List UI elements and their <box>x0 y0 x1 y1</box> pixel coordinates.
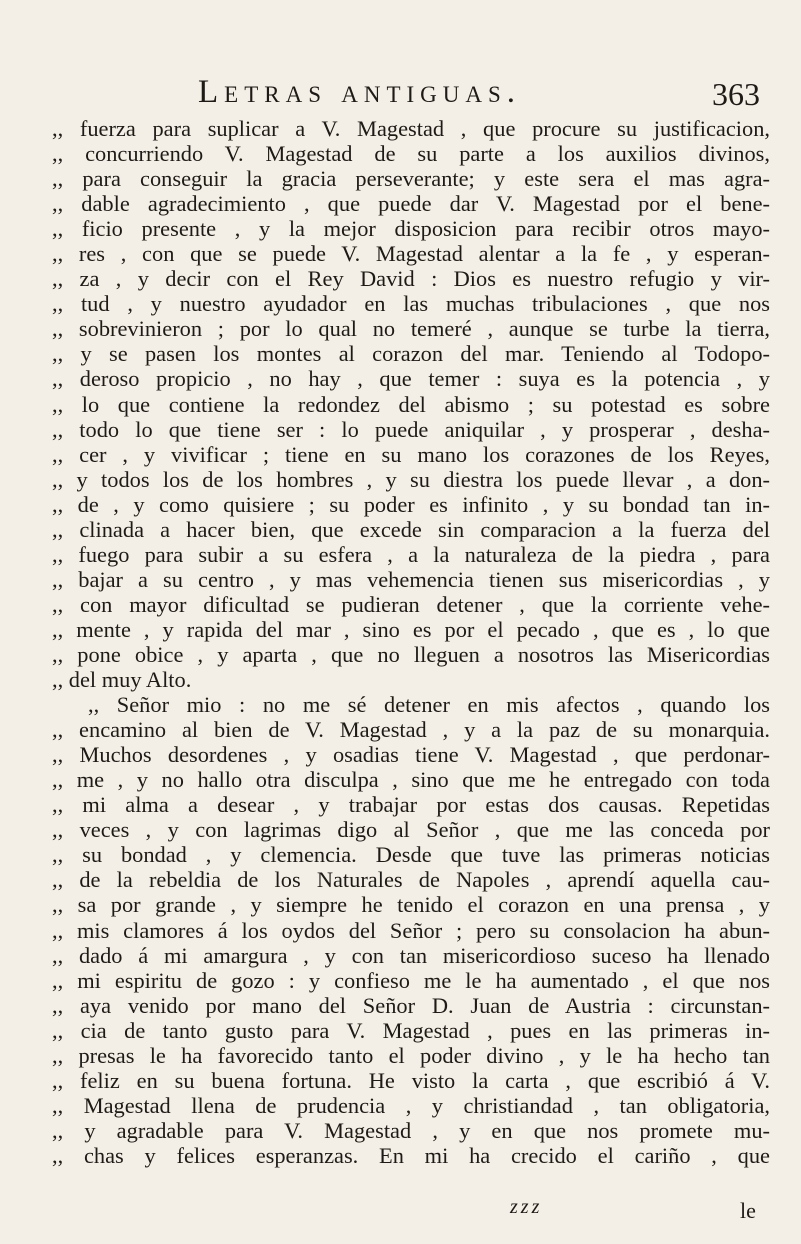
text-line: ,, veces , y con lagrimas digo al Señor , que me las conceda por <box>52 817 770 843</box>
text-line: ,, bajar a su centro , y mas vehemencia tienen sus misericordias , y <box>52 566 770 592</box>
text-line: ,, ficio presente , y la mejor disposicion para recibir otros mayo- <box>52 216 770 242</box>
text-line: ,, mi alma a desear , y trabajar por estas dos causas. Repetidas <box>52 792 770 818</box>
text-line: ,, cer , y vivificar ; tiene en su mano los corazones de los Reyes, <box>52 441 770 467</box>
text-line: ,, res , con que se puede V. Magestad alentar a la fe , y esperan- <box>52 241 770 267</box>
text-line: ,, tud , y nuestro ayudador en las muchas tribulaciones , que nos <box>52 291 770 317</box>
text-line: ,, dado á mi amargura , y con tan misericordioso suceso ha llenado <box>52 942 770 968</box>
text-line: ,, me , y no hallo otra disculpa , sino que me he entregado con toda <box>52 767 770 793</box>
text-line: ,, lo que contiene la redondez del abismo ; su potestad es sobre <box>52 391 770 417</box>
text-line: ,, deroso propicio , no hay , que temer : suya es la potencia , y <box>52 366 770 392</box>
text-line: ,, de , y como quisiere ; su poder es infinito , y su bondad tan in- <box>52 491 770 517</box>
running-title: Letras antiguas. <box>198 74 522 110</box>
text-line: ,, concurriendo V. Magestad de su parte a los auxilios divinos, <box>52 141 770 167</box>
text-line: ,, todo lo que tiene ser : lo puede aniquilar , y prosperar , desha- <box>52 416 770 442</box>
text-line: ,, mis clamores á los oydos del Señor ; pero su consolacion ha abun- <box>52 917 770 943</box>
text-line: ,, Muchos desordenes , y osadias tiene V. Magestad , que perdonar- <box>52 742 770 768</box>
catchword: le <box>740 1198 756 1223</box>
text-line: ,, cia de tanto gusto para V. Magestad , pues en las primeras in- <box>52 1017 770 1043</box>
signature-mark: zzz <box>510 1196 543 1218</box>
text-line: ,, del muy Alto. <box>52 667 192 693</box>
text-line: ,, Magestad llena de prudencia , y christiandad , tan obligatoria, <box>52 1092 770 1118</box>
text-line: ,, encamino al bien de V. Magestad , y a la paz de su monarquia. <box>52 717 770 743</box>
text-line: ,, presas le ha favorecido tanto el poder divino , y le ha hecho tan <box>52 1042 770 1068</box>
text-line: ,, pone obice , y aparta , que no lleguen a nosotros las Misericordias <box>52 641 770 667</box>
text-line: ,, chas y felices esperanzas. En mi ha crecido el cariño , que <box>52 1142 770 1168</box>
text-line: ,, mi espiritu de gozo : y confieso me le ha aumentado , el que nos <box>52 967 770 993</box>
text-line: ,, su bondad , y clemencia. Desde que tuve las primeras noticias <box>52 842 770 868</box>
text-line: ,, y se pasen los montes al corazon del mar. Teniendo al Todopo- <box>52 341 770 367</box>
text-line: ,, fuego para subir a su esfera , a la naturaleza de la piedra , para <box>52 541 770 567</box>
page-number: 363 <box>712 76 760 112</box>
text-line: ,, clinada a hacer bien, que excede sin comparacion a la fuerza del <box>52 516 770 542</box>
text-line: ,, fuerza para suplicar a V. Magestad , que procure su justificacion, <box>52 116 770 141</box>
page-header <box>0 74 801 114</box>
text-line: ,, y todos los de los hombres , y su diestra los puede llevar , a don- <box>52 466 770 492</box>
text-line: ,, feliz en su buena fortuna. He visto la carta , que escribió á V. <box>52 1067 770 1093</box>
text-line: ,, de la rebeldia de los Naturales de Napoles , aprendí aquella cau- <box>52 867 770 893</box>
text-line: ,, aya venido por mano del Señor D. Juan de Austria : circunstan- <box>52 992 770 1018</box>
text-line: ,, con mayor dificultad se pudieran detener , que la corriente vehe- <box>52 591 770 617</box>
text-line: ,, mente , y rapida del mar , sino es por el pecado , que es , lo que <box>52 616 770 642</box>
text-line: ,, sa por grande , y siempre he tenido el corazon en una prensa , y <box>52 892 770 918</box>
paragraph-start-line: ,, Señor mio : no me sé detener en mis afectos , quando los <box>88 692 770 718</box>
text-line: ,, para conseguir la gracia perseverante; y este sera el mas agra- <box>52 166 770 192</box>
text-line: ,, za , y decir con el Rey David : Dios es nuestro refugio y vir- <box>52 266 770 292</box>
text-line: ,, y agradable para V. Magestad , y en que nos promete mu- <box>52 1117 770 1143</box>
letter-body <box>52 116 770 1168</box>
text-line: ,, sobrevinieron ; por lo qual no temeré , aunque se turbe la tierra, <box>52 316 770 342</box>
text-line: ,, dable agradecimiento , que puede dar V. Magestad por el bene- <box>52 191 770 217</box>
